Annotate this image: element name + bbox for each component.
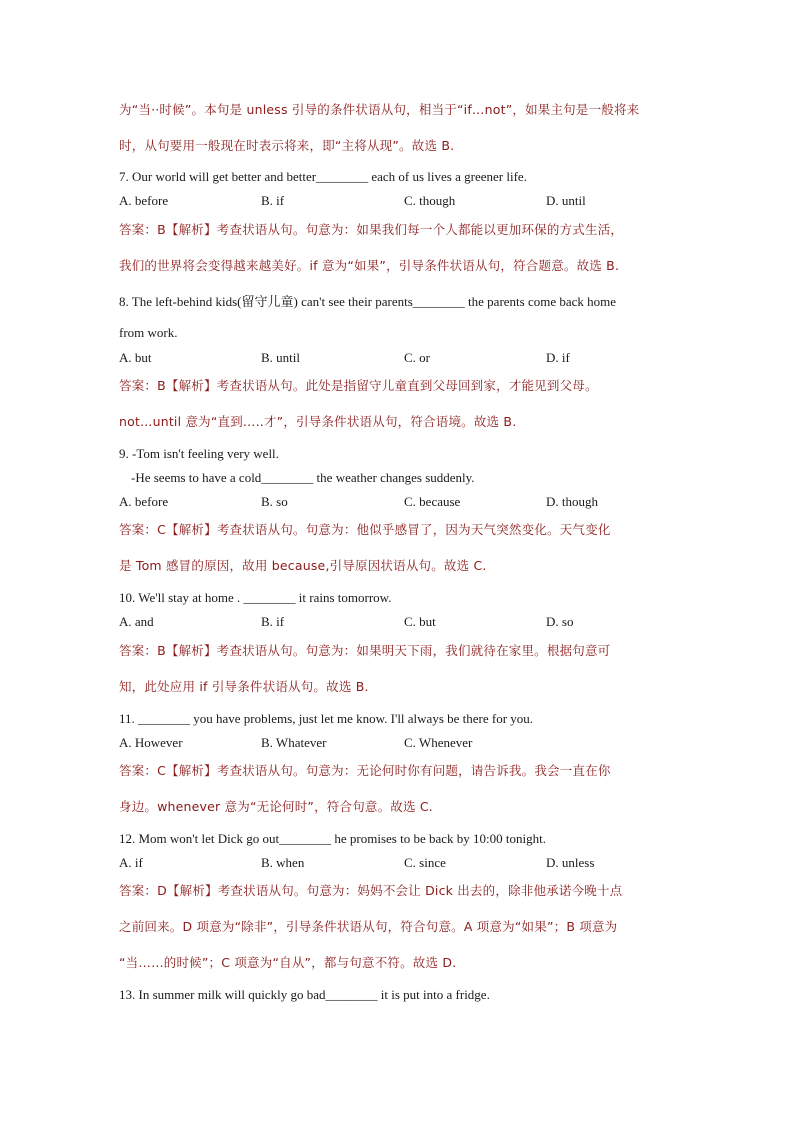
options-7	[119, 193, 679, 209]
option-d: D. so	[546, 614, 574, 629]
options-10	[119, 614, 679, 630]
option-a: A. and	[119, 614, 154, 629]
question-9-cont: -He seems to have a cold________ the weather changes suddenly.	[131, 470, 475, 485]
answer-12: 答案：D【解析】考查状语从句。句意为：妈妈不会让 Dick 出去的，除非他承诺今晚十点	[119, 883, 623, 898]
option-d: D. unless	[546, 855, 595, 870]
answer-line: 时，从句要用一般现在时表示将来，即“主将从现”。故选 B.	[119, 138, 455, 153]
answer-12-cont: 之前回来。D 项意为“除非”，引导条件状语从句，符合句意。A 项意为“如果”；B 项意为	[119, 919, 618, 934]
option-a: A. before	[119, 494, 169, 509]
option-a: A. if	[119, 855, 143, 870]
answer-9-cont: 是 Tom 感冒的原因，故用 because,引导原因状语从句。故选 C.	[119, 558, 487, 573]
answer-12-cont2: “当……的时候”；C 项意为“自从”，都与句意不符。故选 D.	[119, 955, 457, 970]
option-a: A. However	[119, 735, 183, 750]
options-11	[119, 735, 679, 751]
option-b: B. if	[261, 614, 285, 629]
option-b: B. when	[261, 855, 305, 870]
question-8-cont: from work.	[119, 325, 178, 340]
option-c: C. Whenever	[404, 735, 473, 750]
option-b: B. so	[261, 494, 288, 509]
question-12: 12. Mom won't let Dick go out________ he promises to be back by 10:00 tonight.	[119, 831, 546, 846]
question-9: 9. -Tom isn't feeling very well.	[119, 446, 279, 461]
options-9	[119, 494, 679, 510]
option-c: C. but	[404, 614, 436, 629]
answer-8-cont: not...until 意为“直到…..才”，引导条件状语从句，符合语境。故选 B.	[119, 414, 517, 429]
answer-line: 为“当··时候”。本句是 unless 引导的条件状语从句，相当于“if…not”，如果主句是一般将来	[119, 102, 640, 117]
question-13: 13. In summer milk will quickly go bad________ it is put into a fridge.	[119, 987, 490, 1002]
answer-7: 答案：B【解析】考查状语从句。句意为：如果我们每一个人都能以更加环保的方式生活，	[119, 222, 624, 237]
answer-10-cont: 知，此处应用 if 引导条件状语从句。故选 B.	[119, 679, 369, 694]
question-11: 11. ________ you have problems, just let me know. I'll always be there for you.	[119, 711, 534, 726]
option-d: D. until	[546, 193, 586, 208]
option-b: B. Whatever	[261, 735, 327, 750]
answer-11: 答案：C【解析】考查状语从句。句意为：无论何时你有问题，请告诉我。我会一直在你	[119, 763, 611, 778]
options-12	[119, 855, 679, 871]
option-b: B. until	[261, 350, 301, 365]
options-8	[119, 350, 679, 366]
answer-9: 答案：C【解析】考查状语从句。句意为：他似乎感冒了，因为天气突然变化。天气变化	[119, 522, 611, 537]
option-c: C. since	[404, 855, 446, 870]
option-a: A. but	[119, 350, 152, 365]
answer-11-cont: 身边。whenever 意为“无论何时”，符合句意。故选 C.	[119, 799, 433, 814]
option-c: C. or	[404, 350, 430, 365]
answer-7-cont: 我们的世界将会变得越来越美好。if 意为“如果”，引导条件状语从句，符合题意。故选 B.	[119, 258, 620, 273]
option-b: B. if	[261, 193, 285, 208]
question-10: 10. We'll stay at home . ________ it rains tomorrow.	[119, 590, 392, 605]
option-c: C. because	[404, 494, 461, 509]
option-a: A. before	[119, 193, 169, 208]
option-d: D. if	[546, 350, 570, 365]
answer-8: 答案：B【解析】考查状语从句。此处是指留守儿童直到父母回到家，才能见到父母。	[119, 378, 598, 393]
answer-10: 答案：B【解析】考查状语从句。句意为：如果明天下雨，我们就待在家里。根据句意可	[119, 643, 611, 658]
option-d: D. though	[546, 494, 598, 509]
option-c: C. though	[404, 193, 456, 208]
question-8: 8. The left-behind kids(留守儿童) can't see their parents________ the parents come back home	[119, 294, 617, 309]
question-7: 7. Our world will get better and better________ each of us lives a greener life.	[119, 169, 527, 184]
